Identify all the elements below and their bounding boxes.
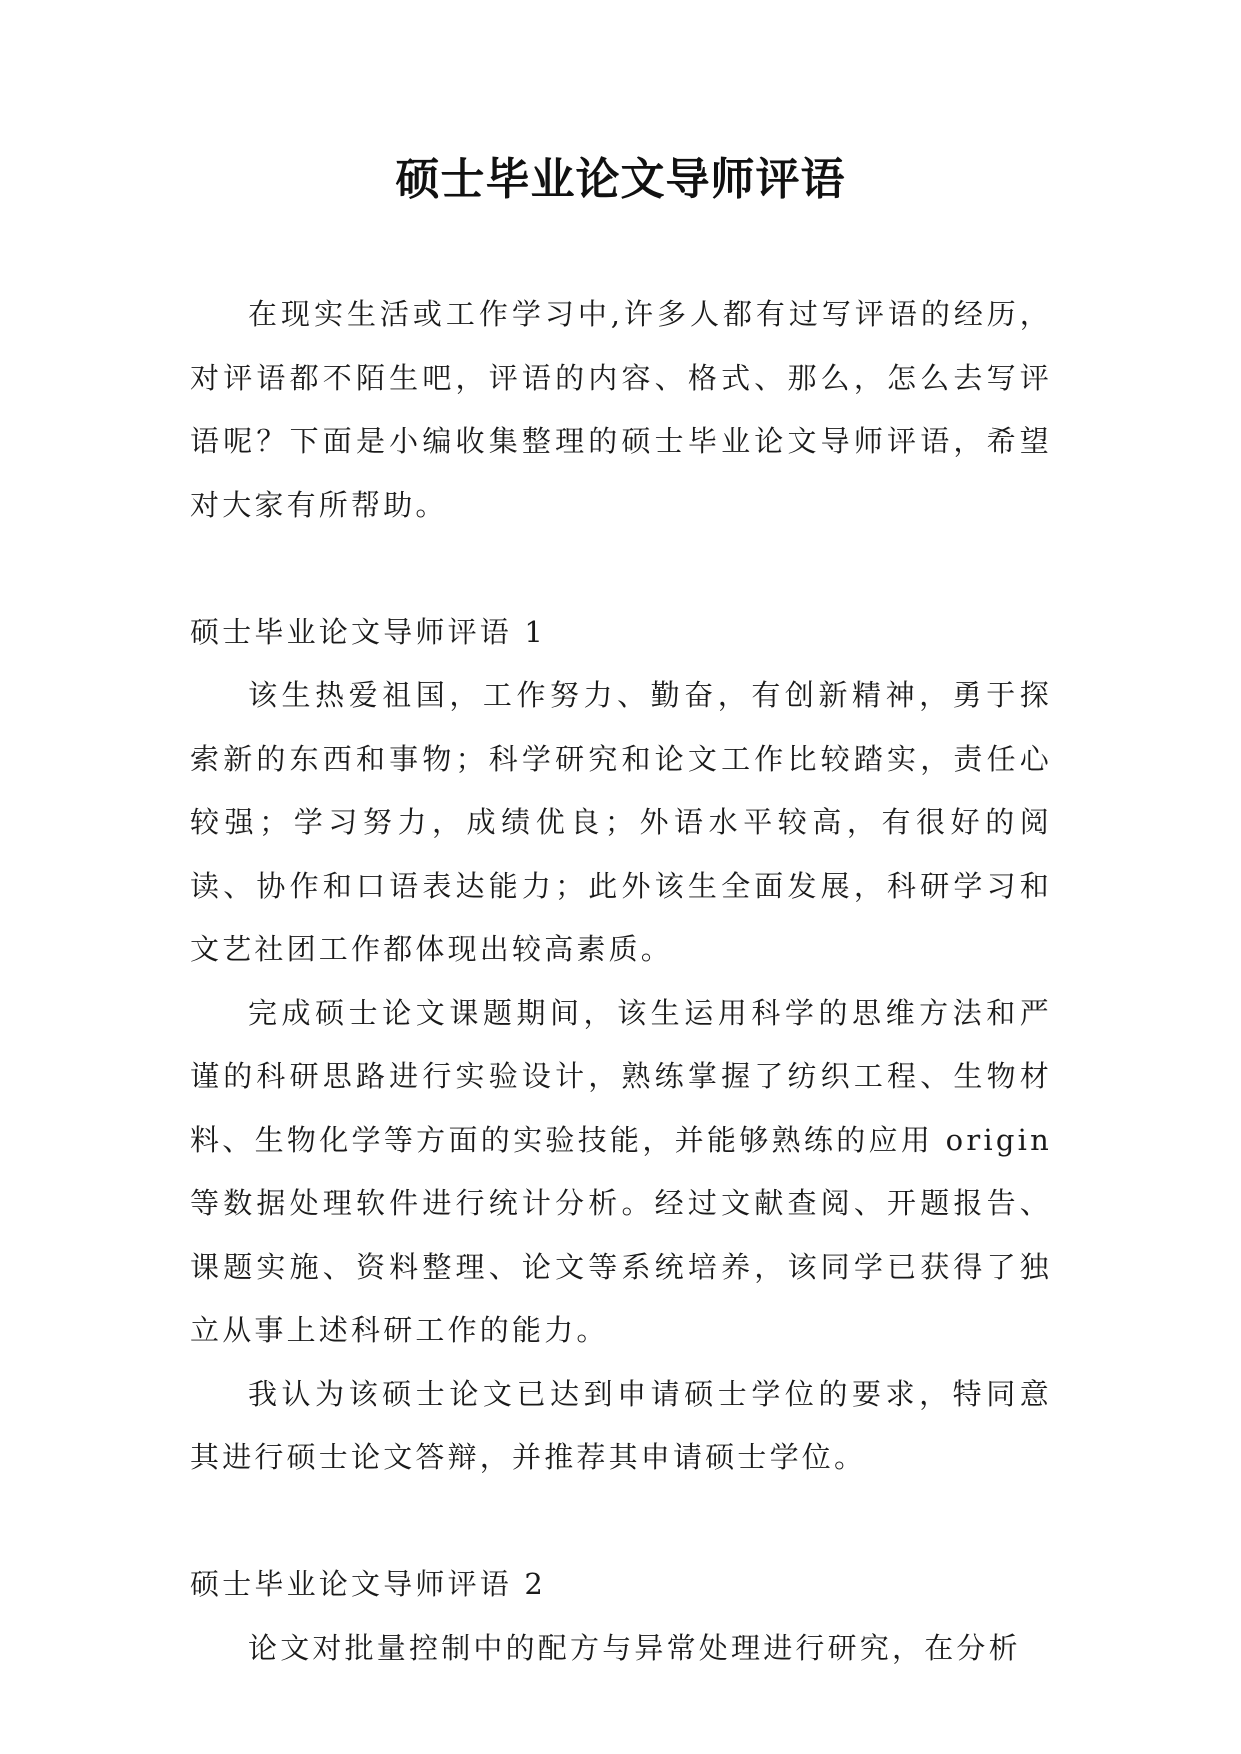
section-heading: 硕士毕业论文导师评语 1 — [190, 614, 547, 649]
body-paragraph: 完成硕士论文课题期间，该生运用科学的思维方法和严谨的科研思路进行实验设计，熟练掌握了纺织工程、生物材料、生物化学等方面的实验技能，并能够熟练的应用 origin 等数据处理软件进行统计分析。经过文献查阅、开题报告、课题实施、资料整理、论文等系统培养，该同学已获得了独立从事上述科研工作的能力。 — [190, 995, 1052, 1347]
section-heading: 硕士毕业论文导师评语 2 — [190, 1567, 547, 1601]
body-paragraph: 论文对批量控制中的配方与异常处理进行研究，在分析 — [248, 1630, 1021, 1665]
body-paragraph: 我认为该硕士论文已达到申请硕士学位的要求，特同意其进行硕士论文答辩，并推荐其申请硕士学位。 — [190, 1376, 1052, 1474]
document-title: 硕士毕业论文导师评语 — [395, 154, 846, 205]
intro-paragraph: 在现实生活或工作学习中,许多人都有过写评语的经历，对评语都不陌生吧，评语的内容、格式、那么，怎么去写评语呢？下面是小编收集整理的硕士毕业论文导师评语，希望对大家有所帮助。 — [190, 297, 1052, 522]
body-paragraph: 该生热爱祖国，工作努力、勤奋，有创新精神，勇于探索新的东西和事物；科学研究和论文工作比较踏实，责任心较强；学习努力，成绩优良；外语水平较高，有很好的阅读、协作和口语表达能力；此外该生全面发展，科研学习和文艺社团工作都体现出较高素质。 — [190, 678, 1052, 966]
document-body — [190, 283, 1052, 1680]
